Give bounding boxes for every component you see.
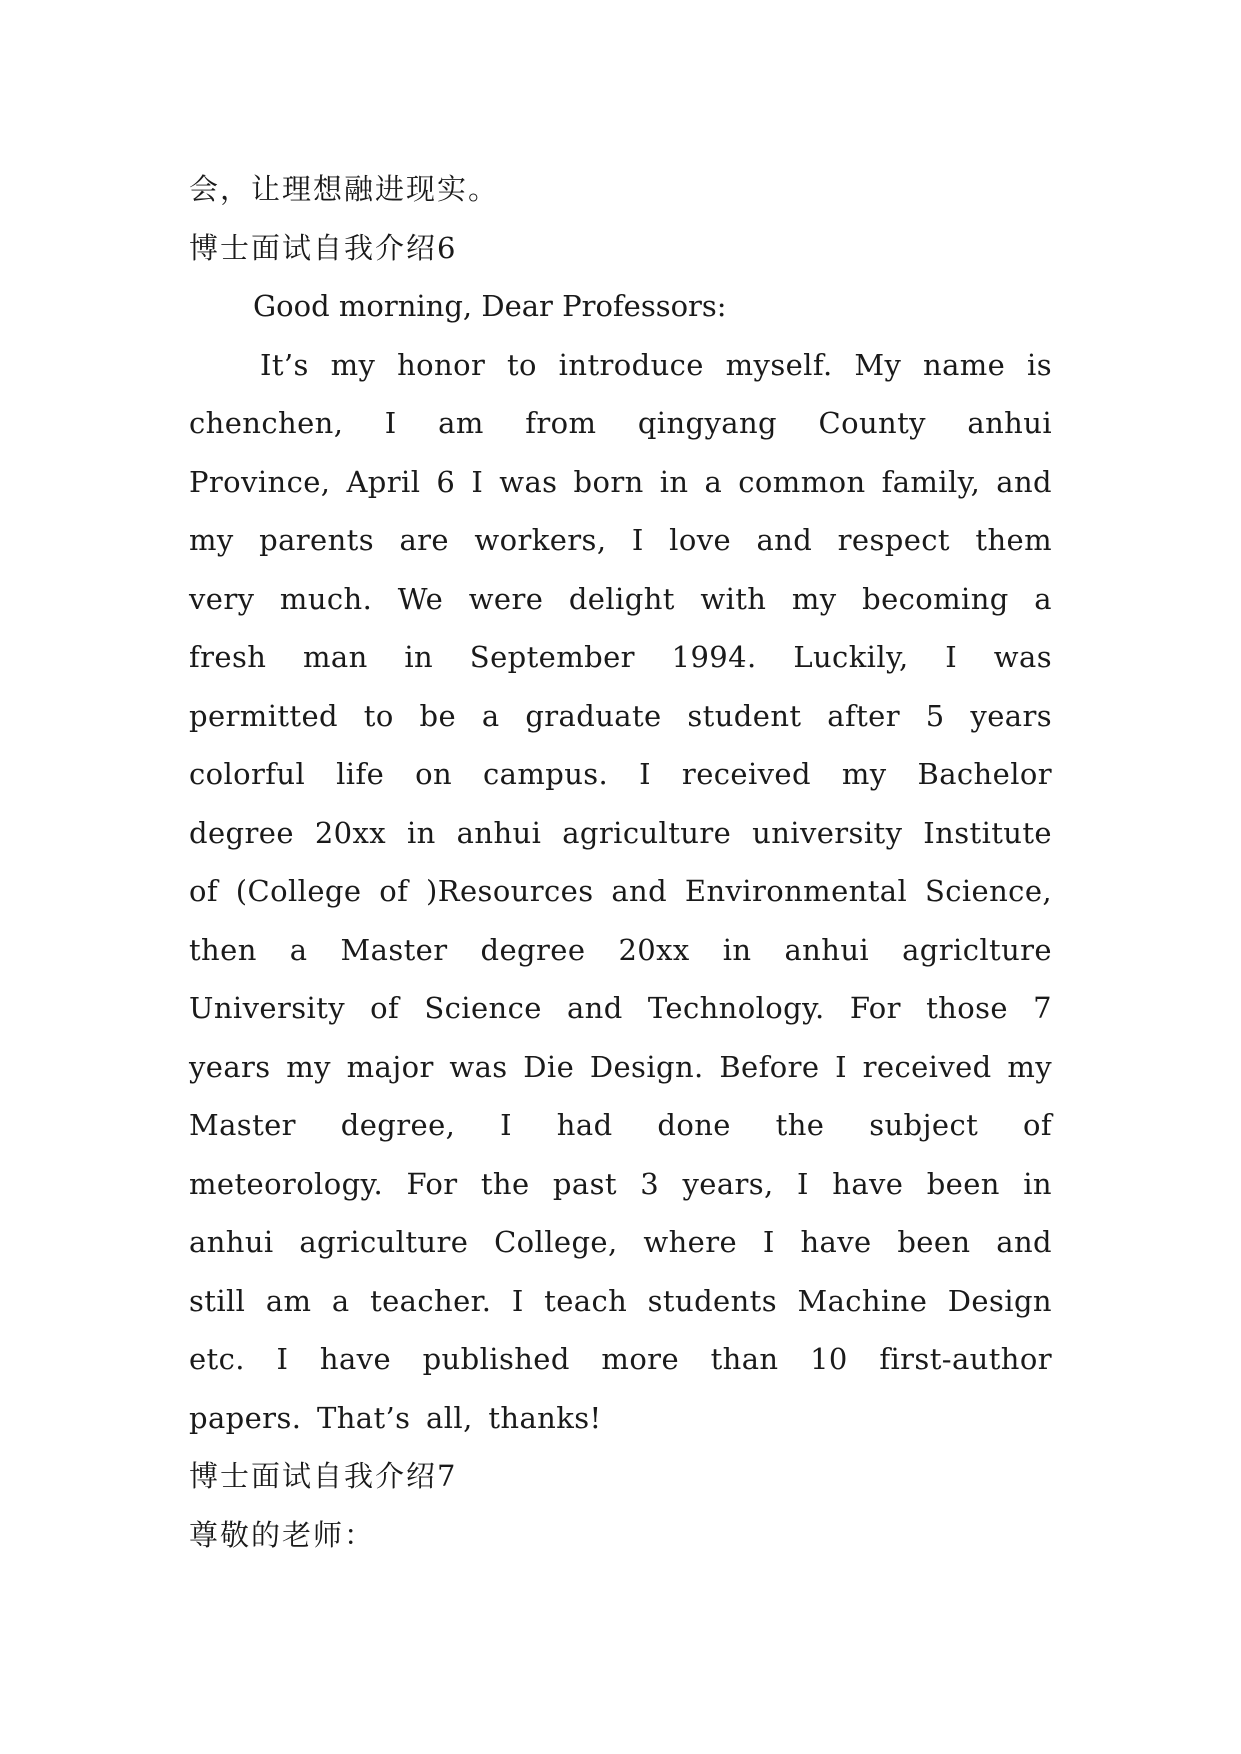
continuation-line: 会，让理想融进现实。 [189, 172, 500, 206]
section-7-heading: 博士面试自我介绍7 [189, 1459, 458, 1493]
section-6-greeting: Good morning, Dear Professors: [253, 289, 727, 323]
section-6-body: It’s my honor to introduce myself. My name is chenchen, I am from qingyang County anhui Province, April 6 I was born in a common family, and my parents are workers, I love and respect them very much. We were delight with my becoming a fresh man in September 1994. Luckily, I was permitted to be a graduate student after 5 years colorful life on campus. I received my Bachelor degree 20xx in anhui agriculture university Institute of (College of )Resources and Environmental Science, then a Master degree 20xx in anhui agriclture University of Science and Technology. For those 7 years my major was Die Design. Before I received my Master degree, I had done the subject of meteorology. For the past 3 years, I have been in anhui agriculture College, where I have been and still am a teacher. I teach students Machine Design etc. I have published more than 10 first-author papers. That’s all, thanks! [189, 347, 1052, 1435]
document-body [189, 160, 1052, 1564]
section-6-heading: 博士面试自我介绍6 [189, 230, 458, 265]
section-7-greeting: 尊敬的老师： [189, 1517, 376, 1552]
